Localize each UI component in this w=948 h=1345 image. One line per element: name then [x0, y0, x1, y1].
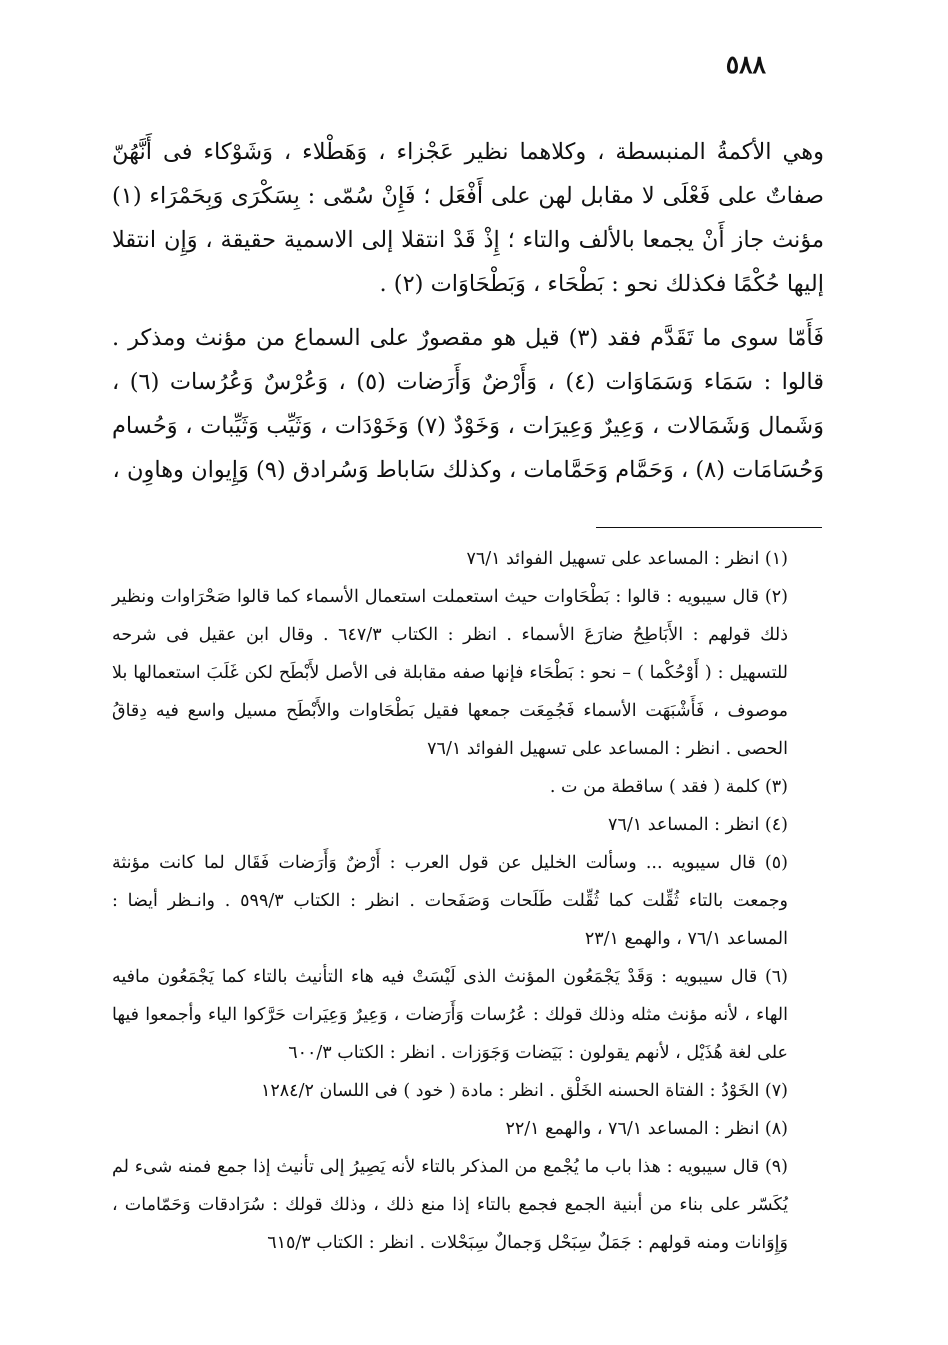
paragraph: وهي الأكمةُ المنبسطة ، وكلاهما نظير عَجْزاء ، وَهَطْلاء ، وَشَوْكاء فى أَنَّهُنّ صفاتٌ على فَعْلَى لا مقابل لهن على أَفْعَل ؛ فَإِنْ سُمّى : بِسَكْرَى وَبِحَمْرَاء (١) مؤنث جاز أَنْ يجمعا بالألف والتاء ؛ إِذْ قَدْ انتقلا إلى الاسمية حقيقة ، وَإِن انتقلا إليها حُكْمًا فكذلك نحو : بَطْحَاء ، وَبَطْحَاوَات (٢) . [112, 139, 824, 297]
footnotes [112, 540, 824, 1262]
footnote-7: (٧) الخَوْدُ : الفتاة الحسنه الخَلْق . انظر : مادة ( خود ) فى اللسان ١٢٨٤/٢ [260, 1081, 788, 1101]
footnote-6: (٦) قال سيبويه : وَقَدْ يَجْمَعُون المؤنث الذى لَيْسَتْ فيه هاء التأنيث بالتاء كما يَجْمَعُون مافيه الهاء ، لأنه مؤنث مثله وذلك قولك : عُرُسات وَأَرَضات ، وَعِيرٌ وَعِيَرات حَرَّكوا الياء وأجمعوا فيها على لغة هُذَيْل ، لأنهم يقولون : بَيَضات وَجَوَزات . انظر : الكتاب ٦٠٠/٣ [112, 967, 788, 1063]
paragraph: فَأَمّا سوى ما تَقَدَّم فقد (٣) قيل هو مقصورٌ على السماع من مؤنث ومذكر . قالوا : سَمَاء وَسَمَاوَات (٤) ، وَأَرْضٌ وَأَرَضات (٥) ، وَعُرْسٌ وَعُرُسات (٦) ، وَشَمال وَشَمَالات ، وَعِيرٌ وَعِيرَات ، وَخَوْدٌ (٧) وَخَوْدَات ، وَثَيِّب وَثَيِّبات ، وَحُسام وَحُسَامَات (٨) ، وَحَمَّام وَحَمَّامات ، وكذلك سَاباط وَسُرادق (٩) وَإِيوان وهاوِن ، [112, 325, 824, 483]
footnote-3: (٣) كلمة ( فقد ) ساقطة من ت . [549, 777, 788, 797]
page-number: ٥٨٨ [725, 50, 766, 79]
footnote-1: (١) انظر : المساعد على تسهيل الفوائد ٧٦/١ [466, 549, 788, 569]
footnote-divider [596, 527, 822, 528]
footnote-5: (٥) قال سيبويه ... وسألت الخليل عن قول العرب : أَرْضٌ وَأَرَضات فَقَال لما كانت مؤنثة وجمعت بالتاء ثُقِّلت كما ثُقِّلت طَلَحات وَصَفَحات . انظر : الكتاب ٥٩٩/٣ . وانـظر أيضا : المساعد ٧٦/١ ، والهمع ٢٣/١ [112, 853, 789, 949]
main-text [112, 130, 824, 492]
footnote-2: (٢) قال سيبويه : قالوا : بَطْحَاوات حيث استعملت استعمال الأسماء كما قالوا صَحْرَاوات ونظير ذلك قولهم : الأَبَاطِحُ ضارَعَ الأسماء . انظر : الكتاب ٦٤٧/٣ . وقال ابن عقيل فى شرحه للتسهيل : ( أَوْحُكْما ) – نحو : بَطْحَاء فإنها صفه مقابلة فى الأصل لأَبْطَح لكن غَلَبَ استعمالها بلا موصوف ، فَأَشْبَهَت الأسماء فَجُمِعَت جمعها فقيل بَطْحَاوات والأَبْطَح مسيل واسع فيه دِقاقُ الحصى . انظر : المساعد على تسهيل الفوائد ٧٦/١ [112, 587, 789, 759]
footnote-9: (٩) قال سيبويه : هذا باب ما يُجْمع من المذكر بالتاء لأنه يَصِيرُ إلى تأنيث إذا جمع فمنه شىء لم يُكَسّر على بناء من أبنية الجمع فجمع بالتاء إذا منع ذلك ، وذلك قولك : سُرَادقات وَحَمّامات ، وَإِوَانات ومنه قولهم : جَمَلٌ سِبَحْل وَجمالٌ سِبَحْلات . انظر : الكتاب ٦١٥/٣ [112, 1157, 788, 1253]
footnote-4: (٤) انظر : المساعد ٧٦/١ [608, 815, 788, 835]
footnote-8: (٨) انظر : المساعد ٧٦/١ ، والهمع ٢٢/١ [505, 1119, 788, 1139]
